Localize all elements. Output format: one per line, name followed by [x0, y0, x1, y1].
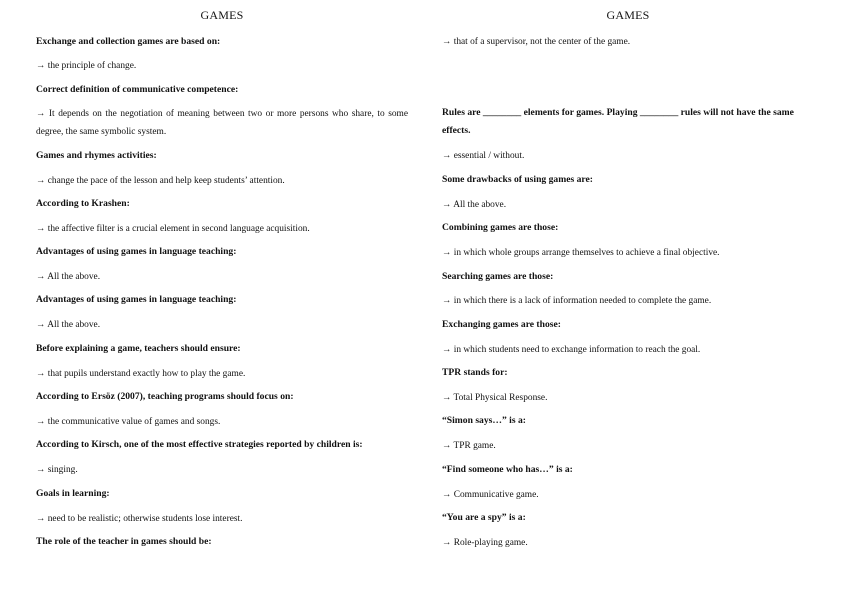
answer: → Total Physical Response. — [442, 393, 548, 403]
answer: → in which students need to exchange information to reach the goal. — [442, 345, 701, 355]
question: Searching games are those: — [442, 271, 554, 282]
question: “Find someone who has…” is a: — [442, 464, 573, 475]
answer: → Role-playing game. — [442, 538, 528, 548]
question: Exchange and collection games are based on: — [36, 36, 221, 47]
question: According to Ersöz (2007), teaching programs should focus on: — [36, 391, 294, 402]
question: According to Kirsch, one of the most effective strategies reported by children is: — [36, 439, 363, 450]
left-page-title: GAMES — [200, 8, 244, 22]
question: Advantages of using games in language teaching: — [36, 246, 237, 257]
question: Before explaining a game, teachers should ensure: — [36, 343, 241, 354]
question: According to Krashen: — [36, 198, 130, 209]
answer: → essential / without. — [442, 151, 525, 161]
question: Rules are ________ elements for games. Playing ________ rules will not have the same effects. — [442, 107, 794, 136]
right-page-title: GAMES — [606, 8, 650, 22]
answer: → All the above. — [442, 200, 507, 210]
answer: → Communicative game. — [442, 490, 539, 500]
answer: → in which whole groups arrange themselves to achieve a final objective. — [442, 248, 720, 258]
question: Exchanging games are those: — [442, 319, 561, 330]
answer: → that pupils understand exactly how to play the game. — [36, 369, 246, 379]
question: Advantages of using games in language teaching: — [36, 294, 237, 305]
answer: → TPR game. — [442, 441, 496, 451]
question: Correct definition of communicative competence: — [36, 84, 239, 95]
question: Games and rhymes activities: — [36, 150, 157, 161]
answer: → singing. — [36, 465, 78, 475]
answer-continuation: → that of a supervisor, not the center of the game. — [442, 37, 631, 47]
question: The role of the teacher in games should be: — [36, 536, 212, 547]
question: Some drawbacks of using games are: — [442, 174, 593, 185]
answer: → need to be realistic; otherwise students lose interest. — [36, 514, 243, 524]
answer: → All the above. — [36, 320, 101, 330]
answer: → the communicative value of games and songs. — [36, 417, 221, 427]
answer: → in which there is a lack of information needed to complete the game. — [442, 296, 712, 306]
question: Combining games are those: — [442, 222, 559, 233]
answer: → All the above. — [36, 272, 101, 282]
answer: → the affective filter is a crucial element in second language acquisition. — [36, 224, 310, 234]
answer: → change the pace of the lesson and help keep students’ attention. — [36, 176, 285, 186]
question: “You are a spy” is a: — [442, 512, 526, 523]
answer: → the principle of change. — [36, 61, 137, 71]
answer: → It depends on the negotiation of meaning between two or more persons who share, to some degree, the same symbolic system. — [36, 109, 408, 137]
question: Goals in learning: — [36, 488, 110, 499]
question: “Simon says…” is a: — [442, 415, 526, 426]
question: TPR stands for: — [442, 367, 508, 378]
